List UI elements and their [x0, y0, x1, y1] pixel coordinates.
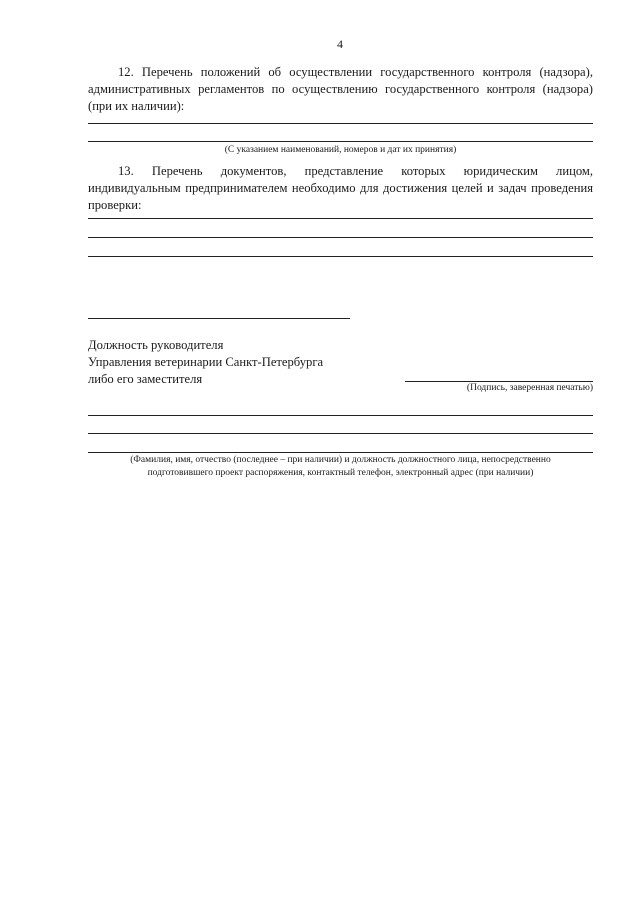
- fill-line: [88, 256, 593, 257]
- preparer-caption: [88, 454, 593, 480]
- fill-line: [88, 123, 593, 124]
- section-12-text: 12. Перечень положений об осуществлении государственного контроля (надзора), административных регламентов по осуществлению государственного контроля (надзора) (при их наличии):: [88, 65, 593, 113]
- fill-line: [88, 415, 593, 416]
- signature-separator-line: [88, 318, 350, 319]
- fill-line: [88, 433, 593, 434]
- section-13-text: 13. Перечень документов, представление которых юридическим лицом, индивидуальным предпринимателем необходимо для достижения целей и задач проведения проверки:: [88, 164, 593, 212]
- fill-line: [88, 218, 593, 219]
- preparer-caption-line-2: подготовившего проект распоряжения, контактный телефон, электронный адрес (при наличии): [147, 468, 534, 478]
- signature-line: [405, 381, 593, 382]
- signatory-line-3: либо его заместителя: [88, 372, 203, 386]
- fill-line: [88, 141, 593, 142]
- preparer-caption-line-1: (Фамилия, имя, отчество (последнее – при наличии) и должность должностного лица, непосредственно: [130, 455, 551, 465]
- section-12-caption: (С указанием наименований, номеров и дат их принятия): [224, 145, 457, 155]
- page-number: 4: [337, 37, 343, 51]
- fill-line: [88, 452, 593, 453]
- signatory-line-1: Должность руководителя: [88, 338, 224, 352]
- signatory-line-2: Управления ветеринарии Санкт-Петербурга: [88, 355, 324, 369]
- fill-line: [88, 237, 593, 238]
- signatory-position: [88, 337, 323, 388]
- signature-caption: (Подпись, заверенная печатью): [466, 383, 593, 393]
